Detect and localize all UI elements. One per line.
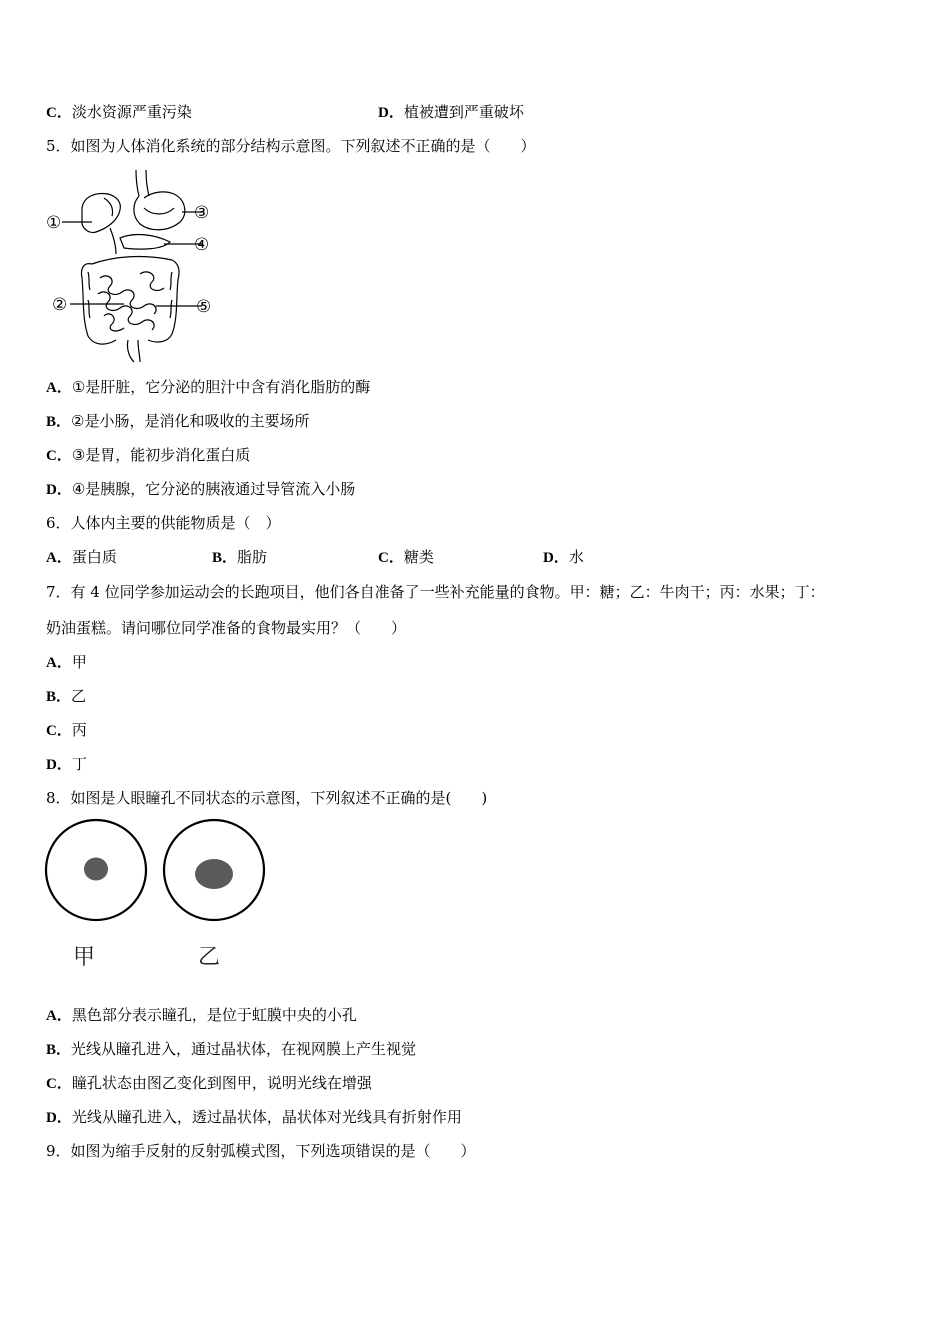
option-letter: D．	[46, 1110, 72, 1126]
option-letter: B．	[46, 1042, 72, 1058]
q8-option-b	[46, 1039, 416, 1060]
option-text: 乙	[71, 687, 87, 705]
q7-option-c	[46, 720, 87, 741]
q5-option-a	[46, 377, 370, 398]
q9-stem: 9．如图为缩手反射的反射弧模式图，下列选项错误的是（ ）	[46, 1142, 476, 1160]
option-letter: A．	[46, 1008, 72, 1024]
option-letter: C．	[46, 448, 72, 464]
label-3: ③	[194, 203, 210, 223]
option-text: 黑色部分表示瞳孔，是位于虹膜中央的小孔	[71, 1006, 357, 1024]
option-text: 蛋白质	[71, 548, 117, 566]
q4-option-d	[378, 102, 524, 123]
q8-option-a	[46, 1005, 357, 1026]
option-letter: C．	[46, 105, 72, 121]
option-text: 糖类	[403, 548, 434, 566]
option-text: 丙	[71, 721, 87, 739]
q6-stem: 6．人体内主要的供能物质是（ ）	[46, 514, 281, 532]
option-letter: A．	[46, 655, 72, 671]
q5-option-b	[46, 411, 309, 432]
option-letter: D．	[378, 105, 404, 121]
option-text: 光线从瞳孔进入，透过晶状体，晶状体对光线具有折射作用	[71, 1108, 462, 1126]
option-text: 植被遭到严重破坏	[403, 103, 524, 121]
option-letter: B．	[46, 414, 72, 430]
label-4: ④	[194, 235, 210, 255]
digestive-system-diagram	[44, 168, 224, 364]
q5-stem: 5．如图为人体消化系统的部分结构示意图。下列叙述不正确的是（ ）	[46, 137, 536, 155]
option-letter: B．	[212, 550, 238, 566]
option-letter: A．	[46, 380, 72, 396]
option-text: ③是胃，能初步消化蛋白质	[71, 446, 251, 464]
q6-option-b	[212, 547, 267, 568]
option-letter: C．	[46, 1076, 72, 1092]
option-text: ②是小肠，是消化和吸收的主要场所	[71, 412, 310, 430]
q5-option-c	[46, 445, 250, 466]
option-text: ④是胰腺，它分泌的胰液通过导管流入小肠	[71, 480, 356, 498]
q8-stem: 8．如图是人眼瞳孔不同状态的示意图，下列叙述不正确的是( )	[46, 789, 488, 807]
option-letter: D．	[46, 757, 72, 773]
option-letter: C．	[46, 723, 72, 739]
option-text: 甲	[71, 653, 87, 671]
option-text: 淡水资源严重污染	[71, 103, 192, 121]
option-text: 脂肪	[237, 548, 268, 566]
pupil-diagram	[40, 816, 280, 976]
label-yi: 乙	[198, 945, 221, 970]
option-letter: B．	[46, 689, 72, 705]
q6-option-a	[46, 547, 117, 568]
pupil-yi	[195, 859, 233, 889]
q6-option-d	[543, 547, 584, 568]
label-jia: 甲	[73, 945, 96, 970]
option-text: 水	[568, 548, 584, 566]
option-letter: D．	[543, 550, 569, 566]
q7-option-b	[46, 686, 86, 707]
label-5: ⑤	[196, 297, 212, 317]
q6-option-c	[378, 547, 434, 568]
option-letter: C．	[378, 550, 404, 566]
option-text: 丁	[71, 755, 87, 773]
q4-option-c	[46, 102, 192, 123]
q5-option-d	[46, 479, 355, 500]
option-text: 瞳孔状态由图乙变化到图甲，说明光线在增强	[71, 1074, 372, 1092]
q8-option-c	[46, 1073, 372, 1094]
option-text: ①是肝脏，它分泌的胆汁中含有消化脂肪的酶	[71, 378, 371, 396]
q7-option-d	[46, 754, 87, 775]
label-2: ②	[52, 295, 68, 315]
q7-option-a	[46, 652, 87, 673]
option-letter: D．	[46, 482, 72, 498]
option-letter: A．	[46, 550, 72, 566]
q8-option-d	[46, 1107, 462, 1128]
option-text: 光线从瞳孔进入，通过晶状体，在视网膜上产生视觉	[71, 1040, 417, 1058]
pupil-jia	[84, 858, 108, 881]
q7-stem-line1: 7．有 4 位同学参加运动会的长跑项目，他们各自准备了一些补充能量的食物。甲：糖；乙：牛肉干；丙：水果；丁：	[46, 583, 825, 601]
q7-stem-line2: 奶油蛋糕。请问哪位同学准备的食物最实用？（ ）	[46, 619, 407, 637]
label-1: ①	[46, 213, 62, 233]
